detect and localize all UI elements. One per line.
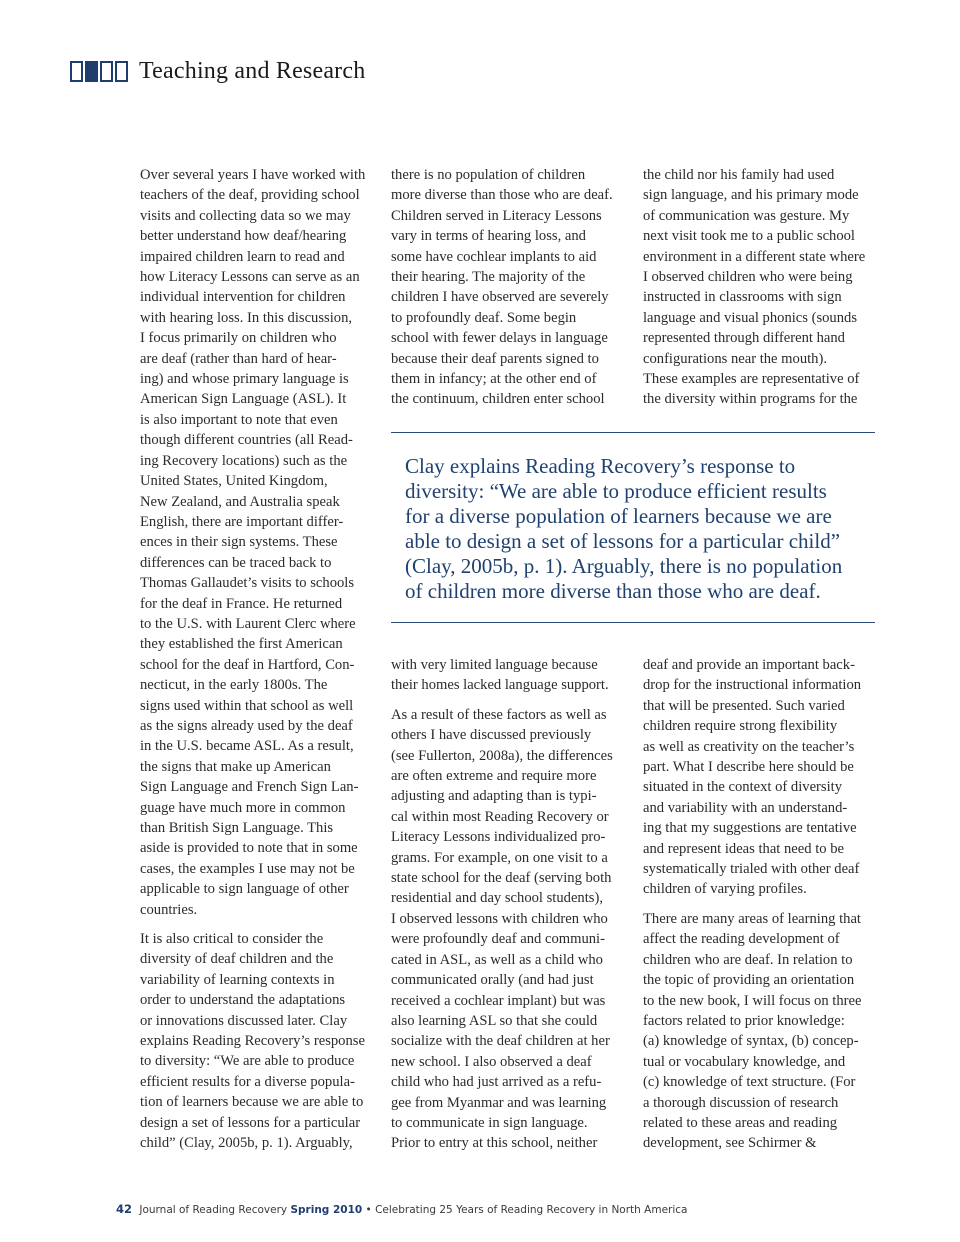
column-right-bottom <box>643 655 883 1154</box>
header-box-icon <box>85 61 98 82</box>
paragraph: It is also critical to consider the diversity of deaf children and the variability of learning contexts in order to understand the adaptations or innovations discussed later. Clay explains Reading Recovery’s response to diversity: “We are able to produce efficient results for a diverse popula- tion of learners because we are able to design a set of lessons for a particular child” (Clay, 2005b, p. 1). Arguably, <box>140 931 365 1152</box>
header-box-icon <box>115 61 128 82</box>
journal-name: Journal of Reading Recovery <box>139 1204 288 1216</box>
section-title: Teaching and Research <box>139 58 366 84</box>
column-middle-bottom <box>391 655 631 1154</box>
column-right-top <box>643 165 883 410</box>
column-middle-top <box>391 165 631 410</box>
pullquote-top-rule <box>391 432 875 433</box>
paragraph: the child nor his family had used sign language, and his primary mode of communication was gesture. My next visit took me to a public school environment in a different state where I observed children who were being instructed in classrooms with sign language and visual phonics (sounds represented through different hand configurations near the mouth). These examples are representative of the diversity within programs for the <box>643 167 866 408</box>
column-left <box>140 165 378 1154</box>
header-box-icon <box>100 61 113 82</box>
paragraph: Over several years I have worked with teachers of the deaf, providing school visits and collecting data so we may better understand how deaf/hearing impaired children learn to read and how Literacy Lessons can serve as an individual intervention for children with hearing loss. In this discussion, I focus primarily on children who are deaf (rather than hard of hear- ing) and whose primary language is American Sign Language (ASL). It is also important to note that even though different countries (all Read- ing Recovery locations) such as the United States, United Kingdom, New Zealand, and Australia speak English, there are important differ- ences in their sign systems. These differences can be traced back to Thomas Gallaudet’s visits to schools for the deaf in France. He returned to the U.S. with Laurent Clerc where they established the first American school for the deaf in Hartford, Con- necticut, in the early 1800s. The signs used within that school as well as the signs already used by the deaf in the U.S. became ASL. As a result, the signs that make up American Sign Language and French Sign Lan- guage have much more in common than British Sign Language. This aside is provided to note that in some cases, the examples I use may not be applicable to sign language of other countries. <box>140 167 366 918</box>
page-number: 42 <box>116 1202 133 1216</box>
paragraph: deaf and provide an important back- drop for the instructional information that will be presented. Such varied children require strong flexibility as well as creativity on the teacher’s part. What I describe here should be situated in the context of diversity and variability with an understand- ing that my suggestions are tentative and represent ideas that need to be systematically trialed with other deaf children of varying profiles. <box>643 657 862 898</box>
pullquote-bottom-rule <box>391 622 875 623</box>
pullquote: Clay explains Reading Recovery’s response to diversity: “We are able to produce efficient results for a diverse population of learners because we are able to design a set of lessons for a particular child” (Clay, 2005b, p. 1). Arguably, there is no population of children more diverse than those who are deaf. <box>405 454 843 603</box>
paragraph: As a result of these factors as well as others I have discussed previously (see Fullerton, 2008a), the differences are often extreme and require more adjusting and adapting than is typi- cal within most Reading Recovery or Literacy Lessons individualized pro- grams. For example, on one visit to a state school for the deaf (serving both residential and day school students), I observed lessons with children who were profoundly deaf and communi- cated in ASL, as well as a child who communicated orally (and had just received a cochlear implant) but was also learning ASL so that she could socialize with the deaf children at her new school. I also observed a deaf child who had just arrived as a refu- gee from Myanmar and was learning to communicate in sign language. Prior to entry at this school, neither <box>391 706 613 1152</box>
footer-separator: • <box>365 1204 372 1216</box>
footer-tagline: Celebrating 25 Years of Reading Recovery in North America <box>375 1204 688 1216</box>
paragraph: there is no population of children more diverse than those who are deaf. Children served in Literacy Lessons vary in terms of hearing loss, and some have cochlear implants to aid their hearing. The majority of the children I have observed are severely to profoundly deaf. Some begin school with fewer delays in language because their deaf parents signed to them in infancy; at the other end of the continuum, children enter school <box>391 167 613 408</box>
page-footer <box>116 1202 687 1216</box>
running-header <box>70 56 365 86</box>
issue-season: Spring 2010 <box>290 1204 363 1216</box>
paragraph: with very limited language because their homes lacked language support. <box>391 657 609 694</box>
paragraph: There are many areas of learning that affect the reading development of children who are deaf. In relation to the topic of providing an orientation to the new book, I will focus on three factors related to prior knowledge: (a) knowledge of syntax, (b) concep- tual or vocabulary knowledge, and (c) knowledge of text structure. (For a thorough discussion of research related to these areas and reading development, see Schirmer & <box>643 910 862 1152</box>
header-box-icon <box>70 61 83 82</box>
